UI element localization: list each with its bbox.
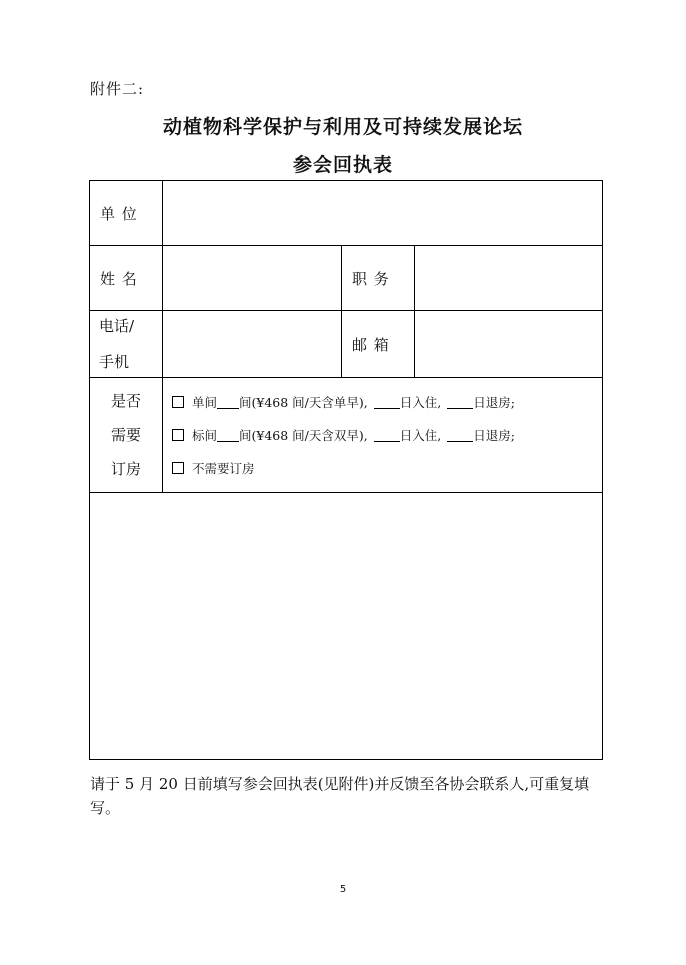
- room-options: [163, 378, 603, 493]
- room-row: [90, 378, 603, 493]
- option-no-room: [163, 452, 602, 485]
- room-label: [90, 378, 163, 493]
- submission-note: 请于 5 月 20 日前填写参会回执表(见附件)并反馈至各协会联系人,可重复填写。: [90, 775, 590, 817]
- room-label-line3: 订房: [110, 460, 141, 478]
- room-label-line2: 需要: [110, 426, 141, 444]
- double-checkin-label: 日入住,: [399, 427, 442, 443]
- double-room-price: 间(¥468 间/天含双早),: [239, 427, 368, 443]
- room-label-line1: 是否: [110, 392, 141, 410]
- position-label: 职 务: [342, 246, 415, 311]
- single-checkout-blank[interactable]: [447, 396, 473, 409]
- phone-label-line1: 电话/: [99, 317, 135, 335]
- single-room-count-blank[interactable]: [217, 396, 239, 409]
- registration-form-table: [89, 180, 603, 760]
- no-room-checkbox[interactable]: [172, 462, 184, 474]
- single-checkin-label: 日入住,: [399, 394, 442, 410]
- option-single-room: [163, 386, 602, 419]
- name-row: [90, 246, 603, 311]
- phone-label: [90, 311, 163, 378]
- double-room-count-blank[interactable]: [217, 429, 239, 442]
- phone-label-line2: 手机: [99, 353, 130, 371]
- remarks-row: [90, 493, 603, 760]
- name-field[interactable]: [163, 246, 342, 311]
- phone-field[interactable]: [163, 311, 342, 378]
- unit-field[interactable]: [163, 181, 603, 246]
- single-room-checkbox[interactable]: [172, 396, 184, 408]
- single-room-label: 单间: [192, 394, 218, 410]
- name-label: 姓 名: [90, 246, 163, 311]
- no-room-label: 不需要订房: [192, 460, 255, 476]
- document-title: 动植物科学保护与利用及可持续发展论坛: [162, 116, 523, 138]
- single-checkin-blank[interactable]: [374, 396, 400, 409]
- remarks-field[interactable]: [90, 493, 603, 760]
- page-number: 5: [339, 884, 347, 895]
- unit-label: 单 位: [90, 181, 163, 246]
- contact-row: [90, 311, 603, 378]
- single-checkout-label: 日退房;: [473, 394, 515, 410]
- form-title: 参会回执表: [292, 154, 393, 176]
- email-label: 邮 箱: [342, 311, 415, 378]
- attachment-label: 附件二:: [90, 80, 145, 98]
- email-field[interactable]: [415, 311, 603, 378]
- double-checkout-blank[interactable]: [447, 429, 473, 442]
- single-room-price: 间(¥468 间/天含单早),: [239, 394, 368, 410]
- option-double-room: [163, 419, 602, 452]
- double-room-label: 标间: [192, 427, 218, 443]
- double-checkin-blank[interactable]: [374, 429, 400, 442]
- double-checkout-label: 日退房;: [473, 427, 515, 443]
- double-room-checkbox[interactable]: [172, 429, 184, 441]
- position-field[interactable]: [415, 246, 603, 311]
- unit-row: [90, 181, 603, 246]
